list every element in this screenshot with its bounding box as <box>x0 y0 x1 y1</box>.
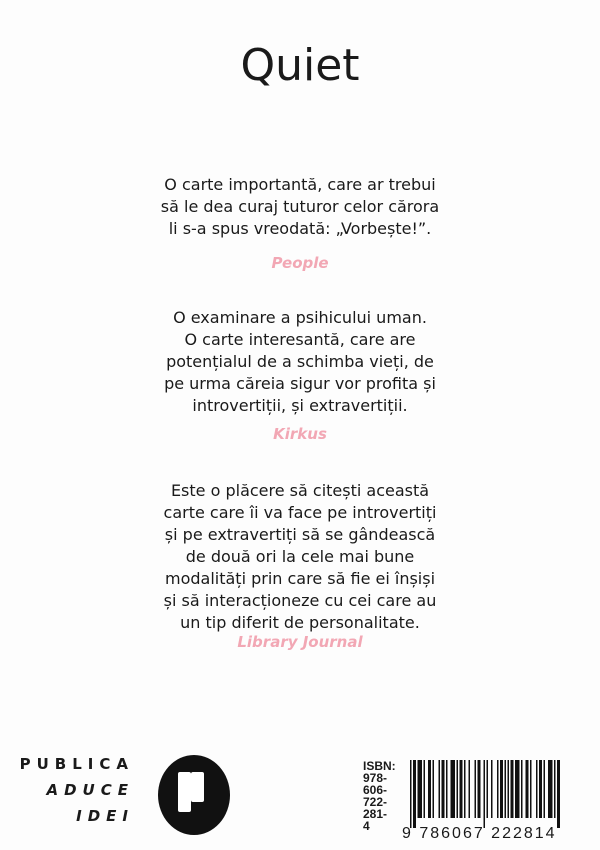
barcode-bar <box>418 760 423 818</box>
quote-line: O examinare a psihicului uman. <box>173 308 427 327</box>
barcode-bar <box>557 760 560 828</box>
quote-line: potențialul de a schimba vieți, de <box>166 352 434 371</box>
isbn-title: ISBN: <box>363 759 396 773</box>
barcode-bar <box>515 760 520 818</box>
barcode-bar <box>497 760 499 818</box>
barcode-bar <box>451 760 456 818</box>
book-title: Quiet <box>240 40 360 91</box>
review-source-1: People <box>271 254 329 272</box>
barcode-bar <box>428 760 431 818</box>
quote-line: pe urma căreia sigur vor profita și <box>164 374 436 393</box>
quote-line: și pe extravertiți să se gândească <box>164 525 436 544</box>
barcode-bar <box>500 760 503 818</box>
barcode-bar <box>442 760 445 818</box>
barcode-bar <box>446 760 448 818</box>
barcode-bar <box>469 760 471 818</box>
quote-line: să le dea curaj tuturor celor cărora <box>160 197 440 216</box>
quote-line: modalități prin care să fie ei înșiși <box>164 569 436 588</box>
barcode-bar <box>424 760 426 818</box>
barcode-bar <box>544 760 546 818</box>
review-quote-3 <box>150 480 450 634</box>
barcode-bar <box>508 760 510 818</box>
isbn-part: 722- <box>363 795 388 809</box>
publisher-logo-icon <box>158 755 230 835</box>
publisher-tagline-2: ADUCE <box>46 781 134 799</box>
quote-line: introvertiții, și extravertiții. <box>192 396 408 415</box>
barcode-bar <box>548 760 553 818</box>
quote-line: un tip diferit de personalitate. <box>180 613 420 632</box>
barcode-bar <box>505 760 507 818</box>
barcode-bar <box>491 760 493 818</box>
quote-line: și să interacționeze cu cei care au <box>163 591 437 610</box>
barcode-bar <box>536 760 538 818</box>
isbn-part: 281- <box>363 807 388 821</box>
isbn-part: 978- <box>363 771 388 785</box>
quote-line: de două ori la cele mai bune <box>185 547 415 566</box>
barcode-digits: 9 786067 222814 <box>402 825 557 842</box>
barcode-bar <box>457 760 459 818</box>
barcode-icon <box>410 760 560 828</box>
isbn-label <box>363 759 396 833</box>
barcode-bar <box>521 760 523 818</box>
quote-line: O carte interesantă, care are <box>184 330 416 349</box>
isbn-part: 4 <box>363 819 370 833</box>
review-quote-1 <box>150 174 450 240</box>
isbn-part: 606- <box>363 783 388 797</box>
publisher-tagline-1: PUBLICA <box>19 755 134 773</box>
quote-line: O carte importantă, care ar trebui <box>164 175 436 194</box>
barcode-bar <box>484 760 486 828</box>
barcode-bar <box>487 760 489 818</box>
review-source-2: Kirkus <box>273 425 327 443</box>
barcode-bar <box>475 760 477 818</box>
barcode-bar <box>433 760 435 818</box>
review-source-3: Library Journal <box>237 633 363 651</box>
barcode-bar <box>539 760 542 818</box>
barcode-bar <box>478 760 481 818</box>
barcode-bar <box>554 760 556 818</box>
review-quote-2 <box>150 307 450 417</box>
barcode-bar <box>464 760 466 818</box>
quote-line: carte care îi va face pe introvertiți <box>163 503 437 522</box>
barcode-bar <box>413 760 416 828</box>
publisher-tagline-3: IDEI <box>76 807 134 825</box>
quote-line: li s-a spus vreodată: „Vorbește!”. <box>168 219 432 238</box>
barcode-bar <box>530 760 532 818</box>
barcode-bar <box>526 760 529 818</box>
barcode-bar <box>439 760 441 818</box>
barcode-bar <box>460 760 463 818</box>
quote-line: Este o plăcere să citești această <box>170 481 430 500</box>
barcode-bar <box>511 760 514 818</box>
barcode-bar <box>410 760 412 828</box>
